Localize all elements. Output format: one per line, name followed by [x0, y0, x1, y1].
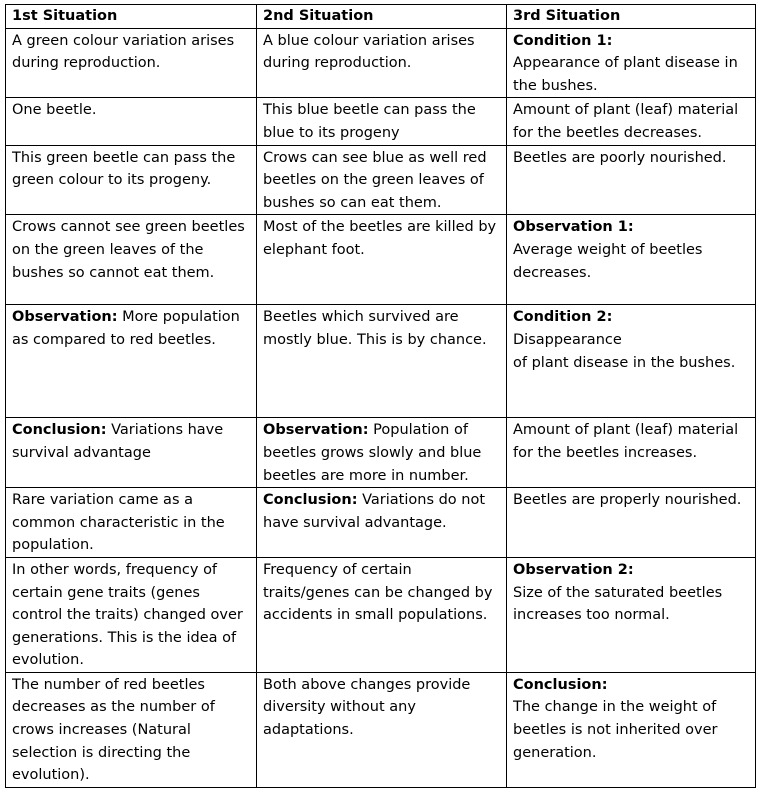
table-row [6, 145, 756, 215]
cell-text: Size of the saturated beetles increases too normal. [513, 584, 723, 624]
cell-text: This blue beetle can pass the blue to its progeny [263, 102, 476, 141]
table-row [6, 215, 756, 305]
table-cell [257, 305, 507, 418]
cell-text: Both above changes provide diversity without any adaptations. [263, 676, 471, 739]
table-cell [507, 557, 756, 672]
cell-text: Amount of plant (leaf) material for the beetles decreases. [513, 102, 739, 141]
cell-text: Variations do not have survival advantage. [263, 492, 486, 531]
cell-label: Condition 1: [513, 32, 613, 49]
table-cell [257, 98, 507, 145]
table-cell [6, 418, 257, 488]
table-cell [257, 418, 507, 488]
table-cell [6, 488, 257, 558]
header-cell-1: 1st Situation [6, 5, 257, 29]
table-cell [6, 557, 257, 672]
cell-text: Frequency of certain traits/genes can be changed by accidents in small populations. [263, 561, 493, 624]
header-cell-2: 2nd Situation [257, 5, 507, 29]
table-cell [507, 215, 756, 305]
cell-text: The change in the weight of beetles is not inherited over generation. [513, 699, 718, 761]
cell-text: A blue colour variation arises during reproduction. [263, 32, 475, 72]
cell-text: Variations have survival advantage [12, 422, 224, 461]
cell-text: Crows cannot see green beetles on the green leaves of the bushes so cannot eat them. [12, 219, 245, 281]
cell-text: Most of the beetles are killed by elephant foot. [263, 219, 497, 258]
table-cell [6, 305, 257, 418]
header-row [6, 5, 756, 29]
cell-text: Population of beetles grows slowly and blue beetles are more in number. [263, 422, 482, 484]
table-cell [257, 557, 507, 672]
table-row [6, 418, 756, 488]
table-cell [257, 145, 507, 215]
cell-text: This green beetle can pass the green colour to its progeny. [12, 149, 236, 189]
cell-label: Observation 1: [513, 219, 634, 236]
cell-text: More population as compared to red beetles. [12, 309, 240, 348]
cell-label: Observation 2: [513, 561, 634, 578]
situations-table [5, 4, 756, 788]
cell-label: Conclusion: [263, 492, 358, 509]
table-cell [6, 215, 257, 305]
cell-text: Rare variation came as a common characteristic in the population. [12, 492, 225, 554]
cell-label: Conclusion: [513, 676, 608, 693]
cell-text: Appearance of plant disease in the bushes. [513, 55, 738, 94]
table-cell [507, 145, 756, 215]
cell-label: Observation: [263, 422, 369, 439]
table-cell [257, 28, 507, 98]
table-cell [507, 418, 756, 488]
table-cell [257, 672, 507, 787]
table-cell [6, 145, 257, 215]
cell-label: Condition 2: [513, 309, 613, 326]
cell-text: The number of red beetles decreases as the number of crows increases (Natural selection is directing the evolution). [12, 676, 215, 784]
table-row [6, 672, 756, 787]
cell-text: A green colour variation arises during reproduction. [12, 32, 235, 72]
cell-text: Beetles which survived are mostly blue. This is by chance. [263, 309, 487, 348]
table-cell [6, 672, 257, 787]
table-cell [507, 98, 756, 145]
cell-text: Beetles are poorly nourished. [513, 149, 727, 166]
cell-text: Crows can see blue as well red beetles on the green leaves of bushes so can eat them. [263, 149, 487, 211]
table-row [6, 488, 756, 558]
cell-text: One beetle. [12, 102, 97, 119]
table-cell [6, 98, 257, 145]
cell-label: Observation: [12, 309, 118, 326]
table-cell [257, 488, 507, 558]
cell-text: Amount of plant (leaf) material for the beetles increases. [513, 422, 739, 461]
table-cell [257, 215, 507, 305]
table-row [6, 305, 756, 418]
table-row [6, 557, 756, 672]
table-row [6, 28, 756, 98]
table-cell [6, 28, 257, 98]
table-cell [507, 305, 756, 418]
header-cell-3: 3rd Situation [507, 5, 756, 29]
cell-text: of plant disease in the bushes. [513, 354, 736, 371]
cell-text: In other words, frequency of certain gene traits (genes control the traits) changed over generations. This is the idea of evolution. [12, 561, 243, 669]
cell-text: Average weight of beetles decreases. [513, 241, 703, 281]
table-cell [507, 672, 756, 787]
table-cell [507, 28, 756, 98]
table-row [6, 98, 756, 145]
cell-text: Beetles are properly nourished. [513, 492, 742, 509]
cell-label: Conclusion: [12, 422, 107, 439]
table-cell [507, 488, 756, 558]
cell-text: Disappearance [513, 331, 622, 348]
